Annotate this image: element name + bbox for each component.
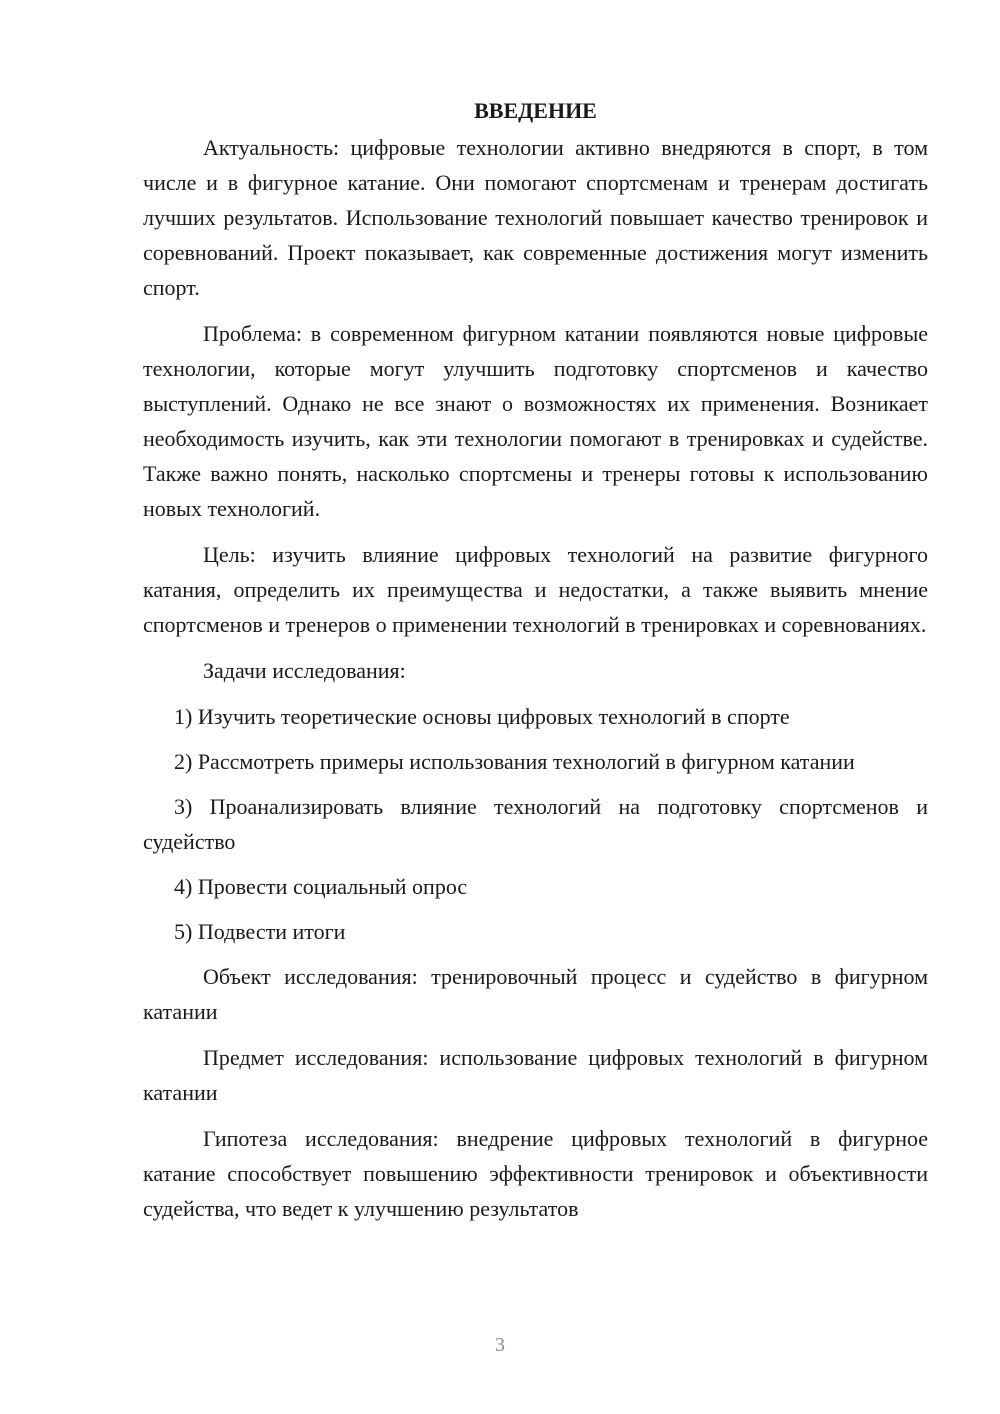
task-item-2: 2) Рассмотреть примеры использования технологий в фигурном катании [174,749,855,774]
task-item-3: 3) Проанализировать влияние технологий на подготовку спортсменов и судейство [143,794,928,854]
subject-paragraph: Предмет исследования: использование цифровых технологий в фигурном катании [143,1045,928,1105]
problem-paragraph: Проблема: в современном фигурном катании появляются новые цифровые технологии, которые могут улучшить подготовку спортсменов и качество выступлений. Однако не все знают о возможностях их применения. Возникает необходимость изучить, как эти технологии помогают в тренировках и судействе. Также важно понять, насколько спортсмены и тренеры готовы к использованию новых технологий. [143,321,928,521]
tasks-heading: Задачи исследования: [203,658,406,683]
task-item-4: 4) Провести социальный опрос [174,874,468,899]
hypothesis-paragraph: Гипотеза исследования: внедрение цифровых технологий в фигурное катание способствует повышению эффективности тренировок и объективности судейства, что ведет к улучшению результатов [143,1126,928,1221]
goal-paragraph: Цель: изучить влияние цифровых технологий на развитие фигурного катания, определить их преимущества и недостатки, а также выявить мнение спортсменов и тренеров о применении технологий в тренировках и соревнованиях. [143,542,928,637]
object-paragraph: Объект исследования: тренировочный процесс и судейство в фигурном катании [143,964,928,1024]
section-title: ВВЕДЕНИЕ [474,98,597,123]
page-content [143,93,928,1237]
task-item-5: 5) Подвести итоги [174,919,346,944]
relevance-paragraph: Актуальность: цифровые технологии активно внедряются в спорт, в том числе и в фигурное катание. Они помогают спортсменам и тренерам достигать лучших результатов. Использование технологий повышает качество тренировок и соревнований. Проект показывает, как современные достижения могут изменить спорт. [143,135,928,300]
page-number: 3 [495,1334,505,1356]
task-item-1: 1) Изучить теоретические основы цифровых технологий в спорте [174,704,790,729]
